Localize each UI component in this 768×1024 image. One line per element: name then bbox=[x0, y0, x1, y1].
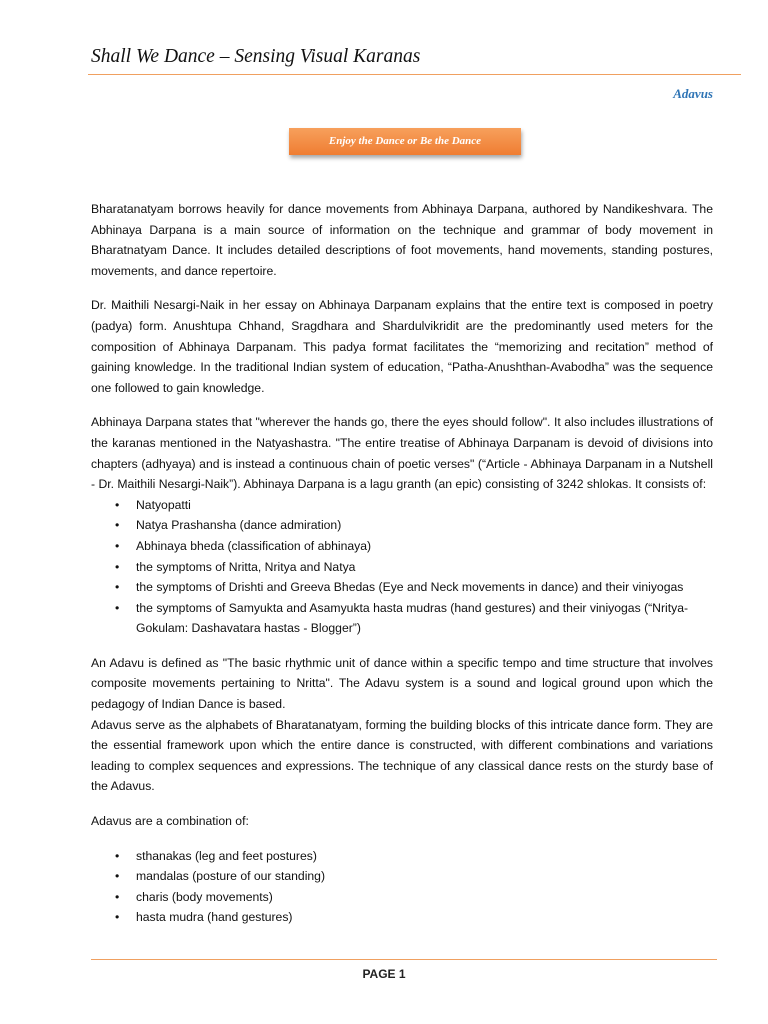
list-item: • the symptoms of Drishti and Greeva Bhedas (Eye and Neck movements in dance) and their viniyogas bbox=[136, 577, 713, 598]
list-item: • the symptoms of Samyukta and Asamyukta hasta mudras (hand gestures) and their viniyogas (“Nritya-Gokulam: Dashavatara hastas - Blogger”) bbox=[136, 598, 713, 639]
list-item: • the symptoms of Nritta, Nritya and Natya bbox=[136, 557, 713, 578]
footer-divider bbox=[91, 959, 717, 960]
paragraph-padya: Dr. Maithili Nesargi-Naik in her essay on Abhinaya Darpanam explains that the entire text is composed in poetry (padya) form. Anushtupa Chhand, Sragdhara and Shardulvikridit are the predominantly used meters for the composition of Abhinaya Darpanam. This padya format facilitates the “memorizing and recitation” method of gaining knowledge. In the traditional Indian system of education, “Patha-Anushthan-Avabodha” was the sequence one followed to gain knowledge. bbox=[91, 298, 713, 395]
paragraph-combination-intro: Adavus are a combination of: bbox=[91, 814, 249, 829]
paragraph-contents: Abhinaya Darpana states that "wherever the hands go, there the eyes should follow". It also includes illustrations of the karanas mentioned in the Natyashastra. "The entire treatise of Abhinaya Darpanam is devoid of divisions into chapters (adhyaya) and is instead a continuous chain of poetic verses" (“Article - Abhinaya Darpanam in a Nutshell - Dr. Maithili Nesargi-Naik”). Abhinaya Darpana is a lagu granth (an epic) consisting of 3242 shlokas. It consists of: bbox=[91, 415, 713, 492]
combination-list bbox=[91, 846, 713, 928]
banner-callout: Enjoy the Dance or Be the Dance bbox=[289, 128, 521, 155]
paragraph-intro: Bharatanatyam borrows heavily for dance movements from Abhinaya Darpana, authored by Nandikeshvara. The Abhinaya Darpana is a main source of information on the technique and grammar of body movement in Bharatnatyam Dance. It includes detailed descriptions of foot movements, hand movements, standing postures, movements, and dance repertoire. bbox=[91, 202, 713, 278]
page-number: PAGE 1 bbox=[362, 967, 406, 981]
list-item: • mandalas (posture of our standing) bbox=[136, 866, 713, 887]
paragraph-adavu-alphabets: Adavus serve as the alphabets of Bharatanatyam, forming the building blocks of this intricate dance form. They are the essential framework upon which the entire dance is constructed, with different combinations and variations leading to complex sequences and expressions. The technique of any classical dance rests on the sturdy base of the Adavus. bbox=[91, 717, 713, 794]
list-item: • hasta mudra (hand gestures) bbox=[136, 907, 713, 928]
header-divider bbox=[88, 74, 741, 75]
list-item: • charis (body movements) bbox=[136, 887, 713, 908]
section-label: Adavus bbox=[673, 86, 713, 101]
list-item: • Natyopatti bbox=[136, 495, 713, 516]
paragraph-adavu-definition: An Adavu is defined as "The basic rhythmic unit of dance within a specific tempo and time structure that involves composite movements pertaining to Nritta". The Adavu system is a sound and logical ground upon which the pedagogy of Indian Dance is based. bbox=[91, 655, 713, 712]
list-item: • Abhinaya bheda (classification of abhinaya) bbox=[136, 536, 713, 557]
header-title: Shall We Dance – Sensing Visual Karanas bbox=[91, 46, 421, 67]
body-content bbox=[91, 199, 713, 942]
list-item: • Natya Prashansha (dance admiration) bbox=[136, 515, 713, 536]
contents-list bbox=[91, 495, 713, 639]
list-item: • sthanakas (leg and feet postures) bbox=[136, 846, 713, 867]
